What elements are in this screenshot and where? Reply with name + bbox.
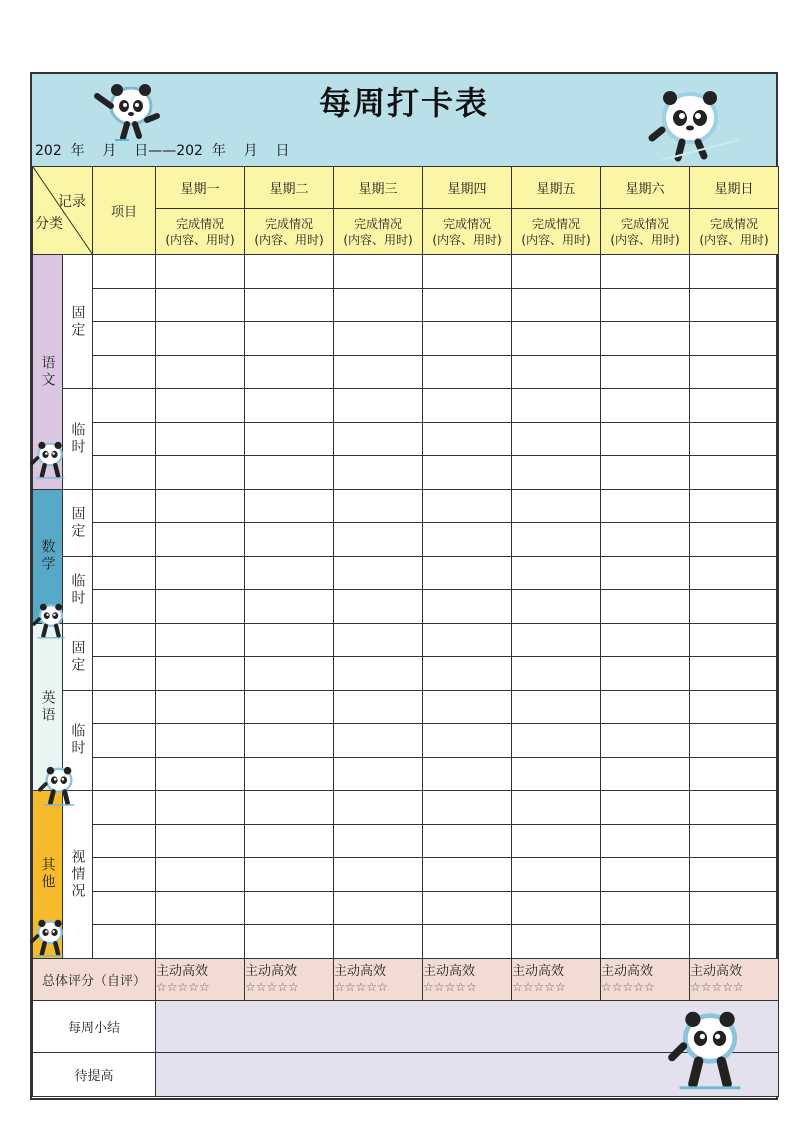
day-entry-cell[interactable] <box>334 724 423 758</box>
day-entry-cell[interactable] <box>334 891 423 925</box>
day-entry-cell[interactable] <box>512 523 601 557</box>
day-entry-cell[interactable] <box>156 657 245 691</box>
day-entry-cell[interactable] <box>512 489 601 523</box>
table-row <box>33 255 779 289</box>
project-entry-cell[interactable] <box>93 657 156 691</box>
day-subheader <box>601 209 690 255</box>
day-entry-cell[interactable] <box>690 288 779 322</box>
evaluation-cell[interactable] <box>245 958 334 1000</box>
day-header: 星期三 <box>334 167 423 209</box>
day-entry-cell[interactable] <box>601 288 690 322</box>
day-entry-cell[interactable] <box>245 355 334 389</box>
day-entry-cell[interactable] <box>690 858 779 892</box>
date-range: 202 年 月 日——202 年 月 日 <box>35 143 290 159</box>
corner-category-label: 分类 <box>35 216 63 232</box>
day-entry-cell[interactable] <box>245 456 334 490</box>
day-entry-cell[interactable] <box>423 355 512 389</box>
sheet-title: 每周打卡表 <box>318 84 489 122</box>
project-entry-cell[interactable] <box>93 791 156 825</box>
evaluation-cell[interactable] <box>423 958 512 1000</box>
day-entry-cell[interactable] <box>423 824 512 858</box>
panda-mascot-icon <box>87 76 167 144</box>
table-row <box>33 690 779 724</box>
project-entry-cell[interactable] <box>93 757 156 791</box>
day-entry-cell[interactable] <box>601 623 690 657</box>
day-entry-cell[interactable] <box>690 891 779 925</box>
day-entry-cell[interactable] <box>512 389 601 423</box>
day-entry-cell[interactable] <box>334 288 423 322</box>
day-entry-cell[interactable] <box>423 590 512 624</box>
day-entry-cell[interactable] <box>156 355 245 389</box>
day-entry-cell[interactable] <box>690 255 779 289</box>
day-subheader <box>156 209 245 255</box>
table-row <box>33 657 779 691</box>
day-entry-cell[interactable] <box>690 489 779 523</box>
corner-record-label: 记录 <box>58 194 86 210</box>
day-entry-cell[interactable] <box>334 456 423 490</box>
group-cell <box>63 556 93 623</box>
day-entry-cell[interactable] <box>423 657 512 691</box>
group-cell <box>63 623 93 690</box>
project-entry-cell[interactable] <box>93 523 156 557</box>
day-entry-cell[interactable] <box>156 523 245 557</box>
day-entry-cell[interactable] <box>512 456 601 490</box>
day-entry-cell[interactable] <box>334 322 423 356</box>
evaluation-label: 总体评分（自评） <box>33 958 156 1000</box>
evaluation-criterion: 主动高效 <box>156 964 209 979</box>
project-entry-cell[interactable] <box>93 389 156 423</box>
day-entry-cell[interactable] <box>690 791 779 825</box>
day-entry-cell[interactable] <box>245 891 334 925</box>
subject-cell <box>33 623 63 791</box>
day-subheader <box>423 209 512 255</box>
day-entry-cell[interactable] <box>334 556 423 590</box>
day-sub-detail: (内容、用时) <box>432 232 502 247</box>
day-entry-cell[interactable] <box>512 322 601 356</box>
day-entry-cell[interactable] <box>423 791 512 825</box>
day-header: 星期一 <box>156 167 245 209</box>
day-entry-cell[interactable] <box>156 456 245 490</box>
day-entry-cell[interactable] <box>423 724 512 758</box>
day-entry-cell[interactable] <box>334 523 423 557</box>
panda-mascot-icon <box>642 80 742 166</box>
day-entry-cell[interactable] <box>245 322 334 356</box>
evaluation-cell[interactable] <box>156 958 245 1000</box>
day-entry-cell[interactable] <box>423 858 512 892</box>
star-rating[interactable]: ☆☆☆☆☆ <box>245 980 299 994</box>
day-subheader <box>334 209 423 255</box>
evaluation-cell[interactable] <box>601 958 690 1000</box>
day-entry-cell[interactable] <box>156 489 245 523</box>
table-row <box>33 322 779 356</box>
project-header: 项目 <box>93 167 156 255</box>
day-subheader <box>245 209 334 255</box>
day-entry-cell[interactable] <box>245 657 334 691</box>
evaluation-criterion: 主动高效 <box>512 964 565 979</box>
subject-label: 数学 <box>39 539 56 573</box>
day-entry-cell[interactable] <box>334 690 423 724</box>
group-cell <box>63 389 93 490</box>
day-header: 星期六 <box>601 167 690 209</box>
project-entry-cell[interactable] <box>93 456 156 490</box>
subject-label: 英语 <box>39 689 56 724</box>
weekly-summary-field[interactable] <box>156 1000 779 1052</box>
table-row <box>33 456 779 490</box>
day-entry-cell[interactable] <box>423 489 512 523</box>
project-entry-cell[interactable] <box>93 355 156 389</box>
day-subheader <box>512 209 601 255</box>
star-rating[interactable]: ☆☆☆☆☆ <box>601 980 655 994</box>
day-entry-cell[interactable] <box>512 858 601 892</box>
day-entry-cell[interactable] <box>601 322 690 356</box>
group-cell <box>63 791 93 959</box>
day-entry-cell[interactable] <box>245 255 334 289</box>
evaluation-row <box>33 958 779 1000</box>
day-entry-cell[interactable] <box>334 590 423 624</box>
day-entry-cell[interactable] <box>156 556 245 590</box>
day-entry-cell[interactable] <box>690 456 779 490</box>
check-in-table <box>32 166 779 1097</box>
project-entry-cell[interactable] <box>93 556 156 590</box>
table-row <box>33 489 779 523</box>
project-entry-cell[interactable] <box>93 690 156 724</box>
table-row <box>33 623 779 657</box>
group-label: 临时 <box>69 572 86 607</box>
day-entry-cell[interactable] <box>245 556 334 590</box>
day-entry-cell[interactable] <box>690 757 779 791</box>
day-entry-cell[interactable] <box>334 858 423 892</box>
day-entry-cell[interactable] <box>423 456 512 490</box>
sheet-header <box>32 74 776 167</box>
table-row <box>33 422 779 456</box>
project-entry-cell[interactable] <box>93 858 156 892</box>
day-entry-cell[interactable] <box>512 925 601 959</box>
day-entry-cell[interactable] <box>334 925 423 959</box>
table-row <box>33 757 779 791</box>
day-sub-status: 完成情况 <box>620 216 669 231</box>
day-entry-cell[interactable] <box>512 623 601 657</box>
day-entry-cell[interactable] <box>601 925 690 959</box>
subject-cell <box>33 255 63 490</box>
day-entry-cell[interactable] <box>423 523 512 557</box>
day-header: 星期二 <box>245 167 334 209</box>
day-entry-cell[interactable] <box>156 288 245 322</box>
day-entry-cell[interactable] <box>601 724 690 758</box>
project-entry-cell[interactable] <box>93 925 156 959</box>
day-sub-detail: (内容、用时) <box>521 232 591 247</box>
day-entry-cell[interactable] <box>690 523 779 557</box>
day-entry-cell[interactable] <box>690 690 779 724</box>
day-entry-cell[interactable] <box>423 255 512 289</box>
table-row <box>33 556 779 590</box>
day-sub-detail: (内容、用时) <box>165 232 235 247</box>
table-row <box>33 724 779 758</box>
day-entry-cell[interactable] <box>690 724 779 758</box>
table-row <box>33 791 779 825</box>
day-entry-cell[interactable] <box>245 858 334 892</box>
table-row <box>33 858 779 892</box>
day-entry-cell[interactable] <box>245 288 334 322</box>
day-entry-cell[interactable] <box>601 690 690 724</box>
day-entry-cell[interactable] <box>601 523 690 557</box>
star-rating[interactable]: ☆☆☆☆☆ <box>334 980 388 994</box>
day-entry-cell[interactable] <box>156 690 245 724</box>
day-entry-cell[interactable] <box>156 255 245 289</box>
day-entry-cell[interactable] <box>245 389 334 423</box>
day-entry-cell[interactable] <box>334 824 423 858</box>
day-entry-cell[interactable] <box>156 389 245 423</box>
day-entry-cell[interactable] <box>512 288 601 322</box>
star-rating[interactable]: ☆☆☆☆☆ <box>690 980 744 994</box>
day-entry-cell[interactable] <box>512 791 601 825</box>
day-entry-cell[interactable] <box>690 389 779 423</box>
day-entry-cell[interactable] <box>512 891 601 925</box>
day-entry-cell[interactable] <box>423 389 512 423</box>
day-sub-status: 完成情况 <box>353 216 402 231</box>
group-cell <box>63 489 93 556</box>
header-row-days <box>33 167 779 209</box>
evaluation-criterion: 主动高效 <box>334 964 387 979</box>
day-entry-cell[interactable] <box>334 255 423 289</box>
day-entry-cell[interactable] <box>690 556 779 590</box>
day-entry-cell[interactable] <box>512 724 601 758</box>
day-entry-cell[interactable] <box>512 824 601 858</box>
day-entry-cell[interactable] <box>423 690 512 724</box>
table-row <box>33 389 779 423</box>
group-cell <box>63 690 93 791</box>
day-entry-cell[interactable] <box>690 590 779 624</box>
day-sub-status: 完成情况 <box>709 216 758 231</box>
weekly-summary-label: 每周小结 <box>33 1000 156 1052</box>
day-subheader <box>690 209 779 255</box>
table-row <box>33 925 779 959</box>
day-entry-cell[interactable] <box>245 791 334 825</box>
weekly-summary-row <box>33 1000 779 1052</box>
day-entry-cell[interactable] <box>334 757 423 791</box>
project-entry-cell[interactable] <box>93 891 156 925</box>
day-sub-status: 完成情况 <box>442 216 491 231</box>
day-entry-cell[interactable] <box>601 858 690 892</box>
day-entry-cell[interactable] <box>334 389 423 423</box>
day-header: 星期五 <box>512 167 601 209</box>
day-entry-cell[interactable] <box>512 690 601 724</box>
day-entry-cell[interactable] <box>601 422 690 456</box>
day-entry-cell[interactable] <box>601 556 690 590</box>
evaluation-criterion: 主动高效 <box>690 964 743 979</box>
day-entry-cell[interactable] <box>156 590 245 624</box>
day-entry-cell[interactable] <box>601 824 690 858</box>
day-entry-cell[interactable] <box>690 322 779 356</box>
project-entry-cell[interactable] <box>93 489 156 523</box>
day-entry-cell[interactable] <box>512 657 601 691</box>
table-row <box>33 355 779 389</box>
day-entry-cell[interactable] <box>156 791 245 825</box>
project-entry-cell[interactable] <box>93 824 156 858</box>
day-header: 星期四 <box>423 167 512 209</box>
day-entry-cell[interactable] <box>512 422 601 456</box>
star-rating[interactable]: ☆☆☆☆☆ <box>512 980 566 994</box>
project-entry-cell[interactable] <box>93 623 156 657</box>
day-entry-cell[interactable] <box>245 523 334 557</box>
day-entry-cell[interactable] <box>334 657 423 691</box>
star-rating[interactable]: ☆☆☆☆☆ <box>156 980 210 994</box>
improve-row <box>33 1052 779 1096</box>
day-entry-cell[interactable] <box>601 489 690 523</box>
day-entry-cell[interactable] <box>690 623 779 657</box>
day-entry-cell[interactable] <box>156 858 245 892</box>
day-entry-cell[interactable] <box>156 925 245 959</box>
evaluation-criterion: 主动高效 <box>601 964 654 979</box>
subject-cell <box>33 791 63 959</box>
day-entry-cell[interactable] <box>512 757 601 791</box>
day-entry-cell[interactable] <box>334 489 423 523</box>
day-entry-cell[interactable] <box>334 355 423 389</box>
table-row <box>33 288 779 322</box>
subject-label: 其他 <box>39 857 56 892</box>
day-entry-cell[interactable] <box>601 590 690 624</box>
group-label: 固定 <box>69 505 86 540</box>
day-entry-cell[interactable] <box>601 389 690 423</box>
project-entry-cell[interactable] <box>93 422 156 456</box>
day-entry-cell[interactable] <box>423 422 512 456</box>
corner-cell <box>33 167 93 255</box>
day-entry-cell[interactable] <box>423 925 512 959</box>
day-entry-cell[interactable] <box>690 355 779 389</box>
day-entry-cell[interactable] <box>245 724 334 758</box>
evaluation-cell[interactable] <box>690 958 779 1000</box>
day-entry-cell[interactable] <box>156 757 245 791</box>
day-entry-cell[interactable] <box>601 355 690 389</box>
group-label: 临时 <box>69 421 86 456</box>
project-entry-cell[interactable] <box>93 322 156 356</box>
check-in-sheet <box>30 72 778 1100</box>
improve-field[interactable] <box>156 1052 779 1096</box>
day-entry-cell[interactable] <box>334 791 423 825</box>
table-row <box>33 590 779 624</box>
day-entry-cell[interactable] <box>423 322 512 356</box>
day-entry-cell[interactable] <box>334 422 423 456</box>
group-cell <box>63 255 93 389</box>
day-entry-cell[interactable] <box>156 824 245 858</box>
day-entry-cell[interactable] <box>423 556 512 590</box>
day-entry-cell[interactable] <box>690 824 779 858</box>
day-entry-cell[interactable] <box>601 657 690 691</box>
day-sub-status: 完成情况 <box>531 216 580 231</box>
day-sub-status: 完成情况 <box>264 216 313 231</box>
day-sub-detail: (内容、用时) <box>610 232 680 247</box>
day-entry-cell[interactable] <box>690 925 779 959</box>
day-entry-cell[interactable] <box>601 791 690 825</box>
day-entry-cell[interactable] <box>156 623 245 657</box>
project-entry-cell[interactable] <box>93 590 156 624</box>
day-entry-cell[interactable] <box>334 623 423 657</box>
day-sub-detail: (内容、用时) <box>254 232 324 247</box>
day-entry-cell[interactable] <box>512 556 601 590</box>
day-entry-cell[interactable] <box>245 623 334 657</box>
table-row <box>33 824 779 858</box>
day-entry-cell[interactable] <box>512 355 601 389</box>
day-entry-cell[interactable] <box>156 891 245 925</box>
day-entry-cell[interactable] <box>690 657 779 691</box>
day-entry-cell[interactable] <box>245 489 334 523</box>
group-label: 临时 <box>69 723 86 758</box>
day-entry-cell[interactable] <box>601 891 690 925</box>
star-rating[interactable]: ☆☆☆☆☆ <box>423 980 477 994</box>
subject-cell <box>33 489 63 623</box>
day-entry-cell[interactable] <box>512 255 601 289</box>
evaluation-cell[interactable] <box>512 958 601 1000</box>
evaluation-criterion: 主动高效 <box>245 964 298 979</box>
group-label: 固定 <box>69 639 86 674</box>
day-header: 星期日 <box>690 167 779 209</box>
day-entry-cell[interactable] <box>156 322 245 356</box>
table-row <box>33 523 779 557</box>
day-entry-cell[interactable] <box>156 422 245 456</box>
day-entry-cell[interactable] <box>245 422 334 456</box>
project-entry-cell[interactable] <box>93 288 156 322</box>
project-entry-cell[interactable] <box>93 255 156 289</box>
day-entry-cell[interactable] <box>423 623 512 657</box>
day-entry-cell[interactable] <box>245 757 334 791</box>
table-row <box>33 891 779 925</box>
evaluation-criterion: 主动高效 <box>423 964 476 979</box>
day-sub-detail: (内容、用时) <box>699 232 769 247</box>
day-entry-cell[interactable] <box>601 255 690 289</box>
day-entry-cell[interactable] <box>245 590 334 624</box>
day-entry-cell[interactable] <box>156 724 245 758</box>
day-entry-cell[interactable] <box>601 456 690 490</box>
group-label: 固定 <box>69 304 86 339</box>
day-entry-cell[interactable] <box>245 925 334 959</box>
day-entry-cell[interactable] <box>601 757 690 791</box>
day-entry-cell[interactable] <box>423 288 512 322</box>
day-sub-status: 完成情况 <box>175 216 224 231</box>
day-entry-cell[interactable] <box>512 590 601 624</box>
day-sub-detail: (内容、用时) <box>343 232 413 247</box>
day-entry-cell[interactable] <box>245 690 334 724</box>
project-entry-cell[interactable] <box>93 724 156 758</box>
day-entry-cell[interactable] <box>245 824 334 858</box>
day-entry-cell[interactable] <box>423 891 512 925</box>
group-label: 视情况 <box>69 848 86 900</box>
improve-label: 待提高 <box>33 1052 156 1096</box>
subject-label: 语文 <box>39 354 56 389</box>
evaluation-cell[interactable] <box>334 958 423 1000</box>
day-entry-cell[interactable] <box>423 757 512 791</box>
day-entry-cell[interactable] <box>690 422 779 456</box>
